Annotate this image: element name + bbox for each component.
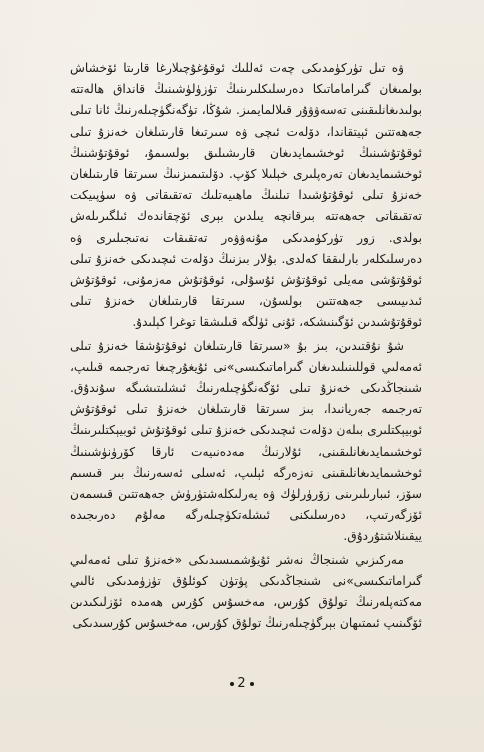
page-number (0, 676, 484, 691)
page-number-value: 2 (237, 676, 247, 691)
paragraph-2: شۇ نۇقتىدىن، بىز بۇ «سىرتقا قارىتىلغان ئوقۇتۇشقا خەنزۇ تىلى ئەمەلىي قوللىنىلىدىغان گىراماتىكىسى»نى ئۇيغۇرچىغا تەرجىمە قىلىپ، شىنجاڭدىكى خەنزۇ تىلى ئۆگەنگۈچىلەرنىڭ ئىشلىتىشىگە سۇندۇق. تەرجىمە جەريانىدا، بىز سىرتقا قارىتىلغان خەنزۇ تىلى ئوقۇتۇش ئوبيېكتلىرى بىلەن دۆلەت ئىچىدىكى خەنزۇ تىلى ئوقۇتۇش ئوبيېكتلىرىنىڭ ئوخشىمايدىغانلىقىنى، ئۇلارنىڭ مەدەنىيەت ئارقا كۆرۈنۈشىنىڭ ئوخشىمايدىغانلىقىنى نەزەرگە ئېلىپ، ئەسلى ئەسەرنىڭ بىر قىسىم سۆز، ئىبارىلىرىنى زۆرۈرلۈك ۋە يەرلىكلەشتۈرۈش جەھەتتىن قىسمەن ئۆزگەرتىپ، دەرسلىكنى ئىشلەتكۈچىلەرگە مەلۇم دەرىجىدە ييقىنلاشتۇردۇق. (70, 338, 422, 544)
paragraph-3: مەركىزىي شىنجاڭ نەشر ئۇيۇشمىسىدىكى «خەنزۇ تىلى ئەمەلىي گىراماتىكىسى»نى شىنجاڭدىكى پۈتۈن كوئلۇق تۈزۈمدىكى ئالىي مەكتەپلەرنىڭ تولۇق كۇرس، مەخسۇس كۇرس ھەمدە ئۆزلىكىدىن ئۆگىنىپ ئىمتىھان بېرگۈچىلەرنىڭ تولۇق كۇرس، مەخسۇس كۇرسىدىكى (70, 552, 422, 631)
dot-left-decoration (230, 682, 234, 686)
dot-right-decoration (250, 682, 254, 686)
paragraph-1: ۋە تىل تۈركۈمدىكى چەت ئەللىك ئوقۇغۇچىلارغا قارىتا ئۆخشاش بولمىغان گىراماماتىكا دەرسلىكلىرىنىڭ تۈزۈلۈشىنىڭ قانداق ھالەتتە بولىدىغانلىقىنى تەسەۋۋۇر قىلالمايمىز. شۇڭا، تۈگەنگۈچىلەرنىڭ ئانا تىلى جەھەتتىن ئېيتقاندا، دۆلەت ئىچى ۋە سىرتىغا قارىتىلغان خەنزۇ تىلى ئوقۇتۇشىنىڭ ئوخشىمايدىغان قارىشىلىق بولسىمۇ، ئوقۇتۇشنىڭ ئوخشىمايدىغان تەرەپلىرى خېلىلا كۆپ. دۆلىتىمىزنىڭ سىرتقا قارىتىلغان خەنزۇ تىلى ئوقۇتۇشىدا تىلنىڭ ماھىيەتلىك تەتقىقاتى ۋە سۈپىيكت تەتقىقاتى جەھەتتە بىرقانچە يىلدىن بېرى ئۆچقاندەك ئىلگىرىلەش بولدى. زور تۈركۈمدىكى مۇنەۋۋەر تەتقىقات نەتىجىلىرى ۋە دەرسلىكلەر بارلىققا كەلدى. بۇلار بىزنىڭ دۆلەت ئىچىدىكى خەنزۇ تىلى ئوقۇتۇشى مەيلى ئوقۇتۇش ئۇسۇلى، ئوقۇتۇش مەزمۇنى، ئوقۇتۇش ئىدىيىسى جەھەتتىن بولسۇن، سىرتقا قارىتىلغان خەنزۇ تىلى ئوقۇتۇشىدىن ئۆگىنىشكە، ئۇنى ئۈلگە قىلىشقا توغرا كېلىدۇ. (70, 61, 422, 330)
body-text (70, 58, 422, 634)
